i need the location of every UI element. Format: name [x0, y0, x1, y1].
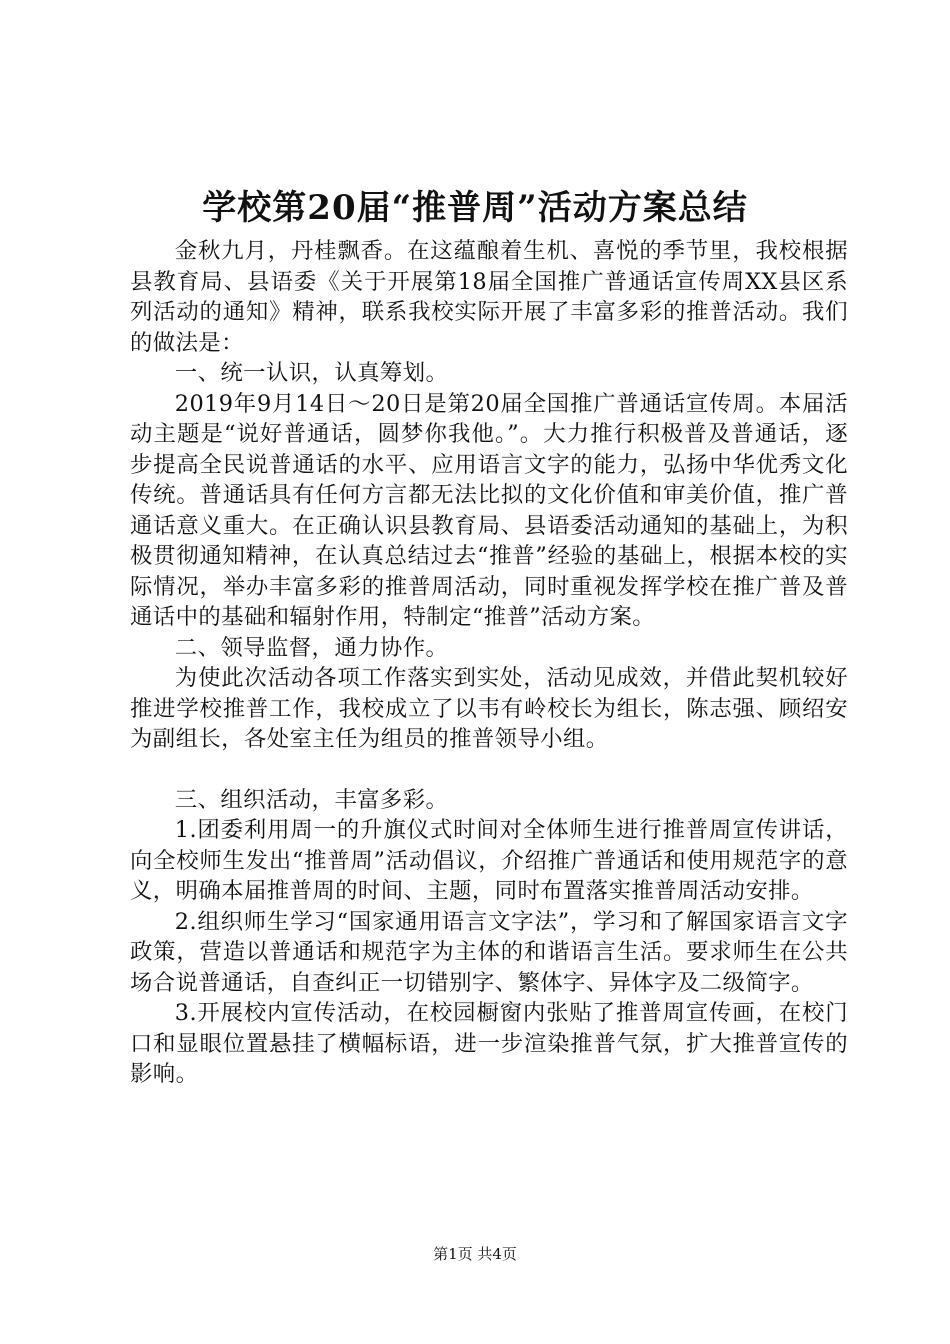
document-body [130, 236, 848, 1090]
paragraph-intro: 金秋九月，丹桂飘香。在这蕴酿着生机、喜悦的季节里，我校根据县教育局、县语委《关于开展第18届全国推广普通话宣传周XX县区系列活动的通知》精神，联系我校实际开展了丰富多彩的推普活动。我们的做法是： [130, 238, 848, 356]
section-heading-1: 一、统一认识，认真筹划。 [174, 360, 449, 386]
paragraph-section-1: 2019年9月14日～20日是第20届全国推广普通话宣传周。本届活动主题是“说好普通话，圆梦你我他。”。大力推行积极普及普通话，逐步提高全民说普通话的水平、应用语言文字的能力，弘扬中华优秀文化传统。普通话具有任何方言都无法比拟的文化价值和审美价值，推广普通话意义重大。在正确认识县教育局、县语委活动通知的基础上，为积极贯彻通知精神，在认真总结过去“推普”经验的基础上，根据本校的实际情况，举办丰富多彩的推普周活动，同时重视发挥学校在推广普及普通话中的基础和辐射作用，特制定“推普”活动方案。 [130, 390, 848, 630]
section-heading-3: 三、组织活动，丰富多彩。 [174, 786, 449, 813]
section-heading-2: 二、领导监督，通力协作。 [174, 634, 449, 661]
list-item-2: 2.组织师生学习“国家通用语言文字法”，学习和了解国家语言文字政策，营造以普通话和规范字为主体的和谐语言生活。要求师生在公共场合说普通话，自查纠正一切错别字、繁体字、异体字及二级简字。 [130, 908, 848, 996]
list-item-3: 3.开展校内宣传活动，在校园橱窗内张贴了推普周宣传画，在校门口和显眼位置悬挂了横幅标语，进一步渲染推普气氛，扩大推普宣传的影响。 [130, 1000, 848, 1087]
document-title: 学校第20届“推普周”活动方案总结 [202, 188, 748, 228]
page-number: 第1页 共4页 [433, 1245, 517, 1263]
list-item-1: 1.团委利用周一的升旗仪式时间对全体师生进行推普周宣传讲话，向全校师生发出“推普周”活动倡议，介绍推广普通话和使用规范字的意义，明确本届推普周的时间、主题，同时布置落实推普周活动安排。 [130, 817, 848, 904]
paragraph-section-2: 为使此次活动各项工作落实到实处，活动见成效，并借此契机较好推进学校推普工作，我校成立了以韦有岭校长为组长，陈志强、顾绍安为副组长，各处室主任为组员的推普领导小组。 [130, 665, 848, 752]
